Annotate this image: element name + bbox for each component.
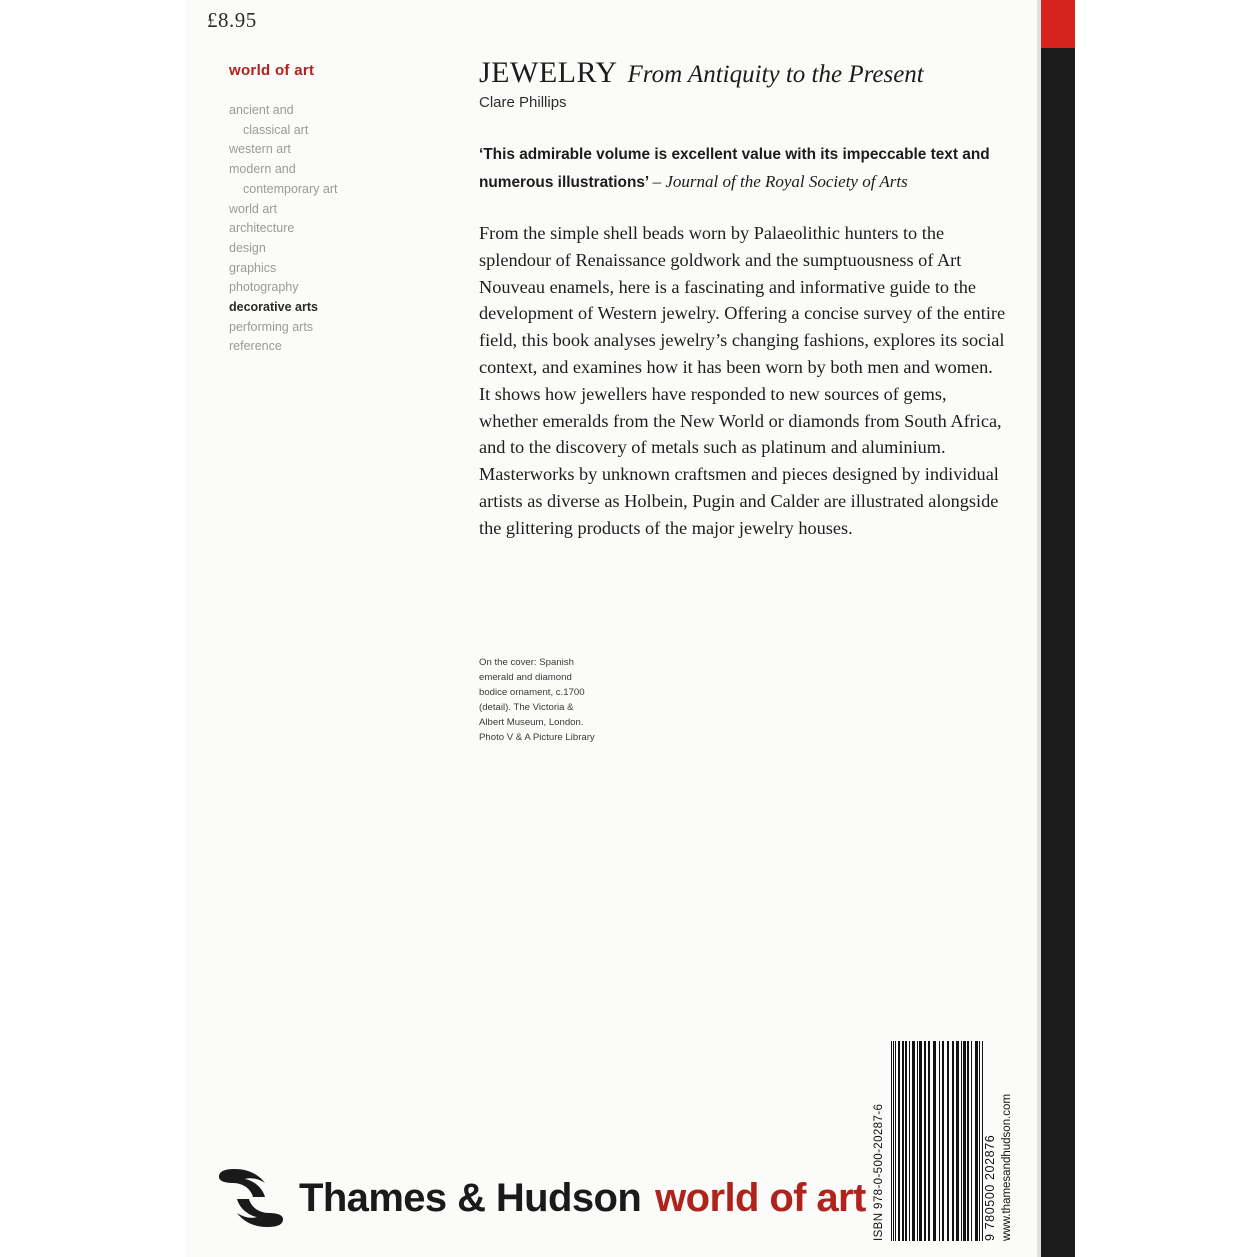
review-quote-source: – Journal of the Royal Society of Arts bbox=[652, 172, 908, 191]
main-text-column bbox=[479, 56, 1009, 542]
isbn-label: ISBN 978-0-500-20287-6 bbox=[873, 1103, 885, 1241]
series-item-label-2: classical art bbox=[243, 122, 309, 137]
series-item-active bbox=[229, 298, 419, 318]
series-item bbox=[229, 219, 419, 239]
publisher-logo-block bbox=[215, 1167, 866, 1229]
price-label: £8.95 bbox=[207, 8, 257, 32]
series-item-label: decorative arts bbox=[229, 300, 318, 315]
thames-hudson-logo-icon bbox=[215, 1167, 287, 1229]
barcode-digits: 9 780500 202876 bbox=[983, 1134, 997, 1241]
cover-image-credit: On the cover: Spanish emerald and diamond bodice ornament, c.1700 (detail). The Victoria & Albert Museum, London. Photo V & A Picture Library bbox=[479, 657, 595, 743]
book-blurb: From the simple shell beads worn by Palaeolithic hunters to the splendour of Renaissance goldwork and the sumptuousness of Art Nouveau enamels, here is a fascinating and informative guide to the development of Western jewelry. Offering a concise survey of the entire field, this book analyses jewelry’s changing fashions, explores its social context, and examines how it has been worn by both men and women. It shows how jewellers have responded to new sources of gems, whether emeralds from the New World or diamonds from South Africa, and to the discovery of metals such as platinum and aluminium. Masterworks by unknown craftsmen and pieces designed by individual artists as diverse as Holbein, Pugin and Calder are illustrated alongside the glittering products of the major jewelry houses. bbox=[479, 223, 1006, 538]
publisher-series-name: world of art bbox=[655, 1176, 866, 1220]
series-item bbox=[229, 278, 419, 298]
review-quote-text: ‘This admirable volume is excellent value with its impeccable text and numerous illustrations’ bbox=[479, 146, 990, 191]
series-item-label: ancient and bbox=[229, 103, 294, 117]
series-item-label: reference bbox=[229, 339, 282, 354]
spine-red-strip bbox=[1041, 0, 1075, 48]
series-item bbox=[229, 337, 419, 357]
book-title: JEWELRY bbox=[479, 56, 618, 89]
series-item bbox=[229, 101, 419, 140]
book-title-line bbox=[479, 56, 1009, 90]
series-item bbox=[229, 140, 419, 160]
spine-black-strip bbox=[1041, 0, 1075, 1257]
series-item-label: western art bbox=[229, 142, 291, 157]
series-item-label: design bbox=[229, 240, 266, 255]
series-item-label: architecture bbox=[229, 221, 295, 236]
series-item bbox=[229, 239, 419, 259]
series-item bbox=[229, 160, 419, 199]
series-item-label: world art bbox=[229, 201, 277, 216]
publisher-name: Thames & Hudson bbox=[299, 1176, 642, 1220]
barcode-block bbox=[873, 1041, 1023, 1243]
series-item bbox=[229, 200, 419, 220]
series-item-label-2: contemporary art bbox=[243, 181, 338, 196]
series-list bbox=[229, 101, 419, 357]
series-item-label: modern and bbox=[229, 162, 296, 177]
series-item-label: graphics bbox=[229, 260, 277, 275]
series-item-label: photography bbox=[229, 280, 299, 295]
publisher-website: www.thamesandhudson.com bbox=[1001, 1093, 1013, 1241]
series-heading: world of art bbox=[229, 62, 315, 79]
book-subtitle: From Antiquity to the Present bbox=[627, 61, 924, 88]
series-item-label: performing arts bbox=[229, 319, 314, 334]
barcode-bars bbox=[891, 1041, 983, 1241]
book-author: Clare Phillips bbox=[479, 94, 567, 111]
book-back-cover bbox=[185, 0, 1075, 1257]
series-column bbox=[229, 62, 419, 357]
series-item bbox=[229, 259, 419, 279]
series-item bbox=[229, 318, 419, 338]
review-quote bbox=[479, 141, 995, 196]
